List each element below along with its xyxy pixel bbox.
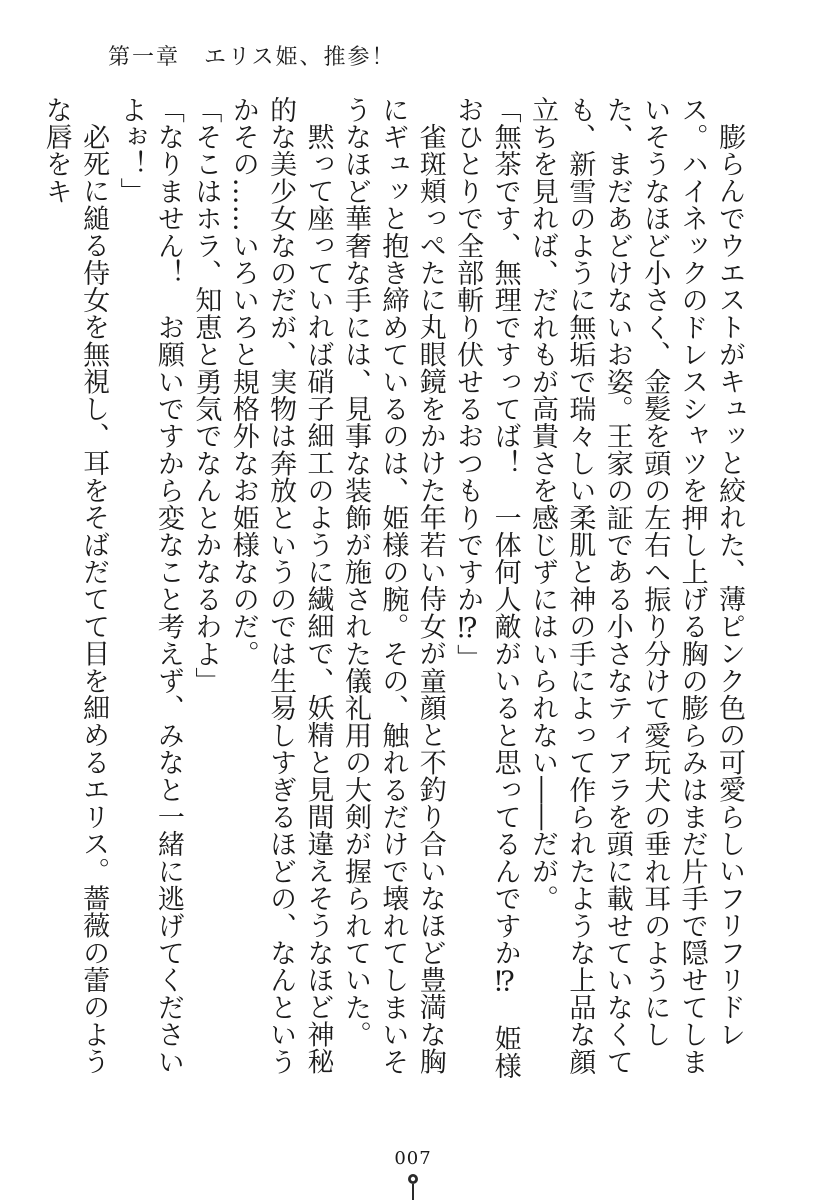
running-head: 第一章 エリス姫、推参！ <box>108 45 396 70</box>
flourish-ornament-icon <box>403 1172 423 1200</box>
dialog-line: 「そこはホラ、知恵と勇気でなんとかなるわよ」 <box>190 96 222 695</box>
paragraph: 膨らんでウエストがキュッと絞れた、薄ピンク色の可愛らしいフリフリドレス。ハイネックのドレスシャツを押し上げる胸の膨らみはまだ片手で隠せてしまいそうなほど小さく、金髪を頭の左右へ振り分けて愛玩犬の垂れ耳のようにした、まだあどけないお姿。王家の証である小さなティアラを頭に載せていなくても、新雪のように無垢で瑞々しい柔肌と神の手によって作られたような上品な顔立ちを見れば、だれもが高貴さを感じずにはいられない――だが。 <box>526 96 745 1076</box>
body-text <box>40 96 748 1096</box>
dialog-line: 「無茶です、無理ですってば！ 一体何人敵がいると思ってるんですか⁉ 姫様おひとりで全部斬り伏せるおつもりですか⁉」 <box>452 96 521 1080</box>
paragraph: 必死に縋る侍女を無視し、耳をそばだてて目を細めるエリス。薔薇の蕾のような唇をキ <box>40 96 110 1075</box>
paragraph: 黙って座っていれば硝子細工のように繊細で、妖精と見間違えそうなほど神秘的な美少女なのだが、実物は奔放というのでは生易しすぎるほどの、なんというかその……いろいろと規格外なお姫様なのだ。 <box>227 96 334 1076</box>
dialog-line: 「なりません！ お願いですから変なこと考えず、みなと一緒に逃げてくださいよぉ！」 <box>115 96 184 1076</box>
page-number: 007 <box>394 1148 432 1169</box>
paragraph: 雀斑頬っぺたに丸眼鏡をかけた年若い侍女が童顔と不釣り合いなほど豊満な胸にギュッと抱き締めているのは、姫様の腕。その、触れるだけで壊れてしまいそうなほど華奢な手には、見事な装飾が施された儀礼用の大剣が握られていた。 <box>339 96 446 1076</box>
